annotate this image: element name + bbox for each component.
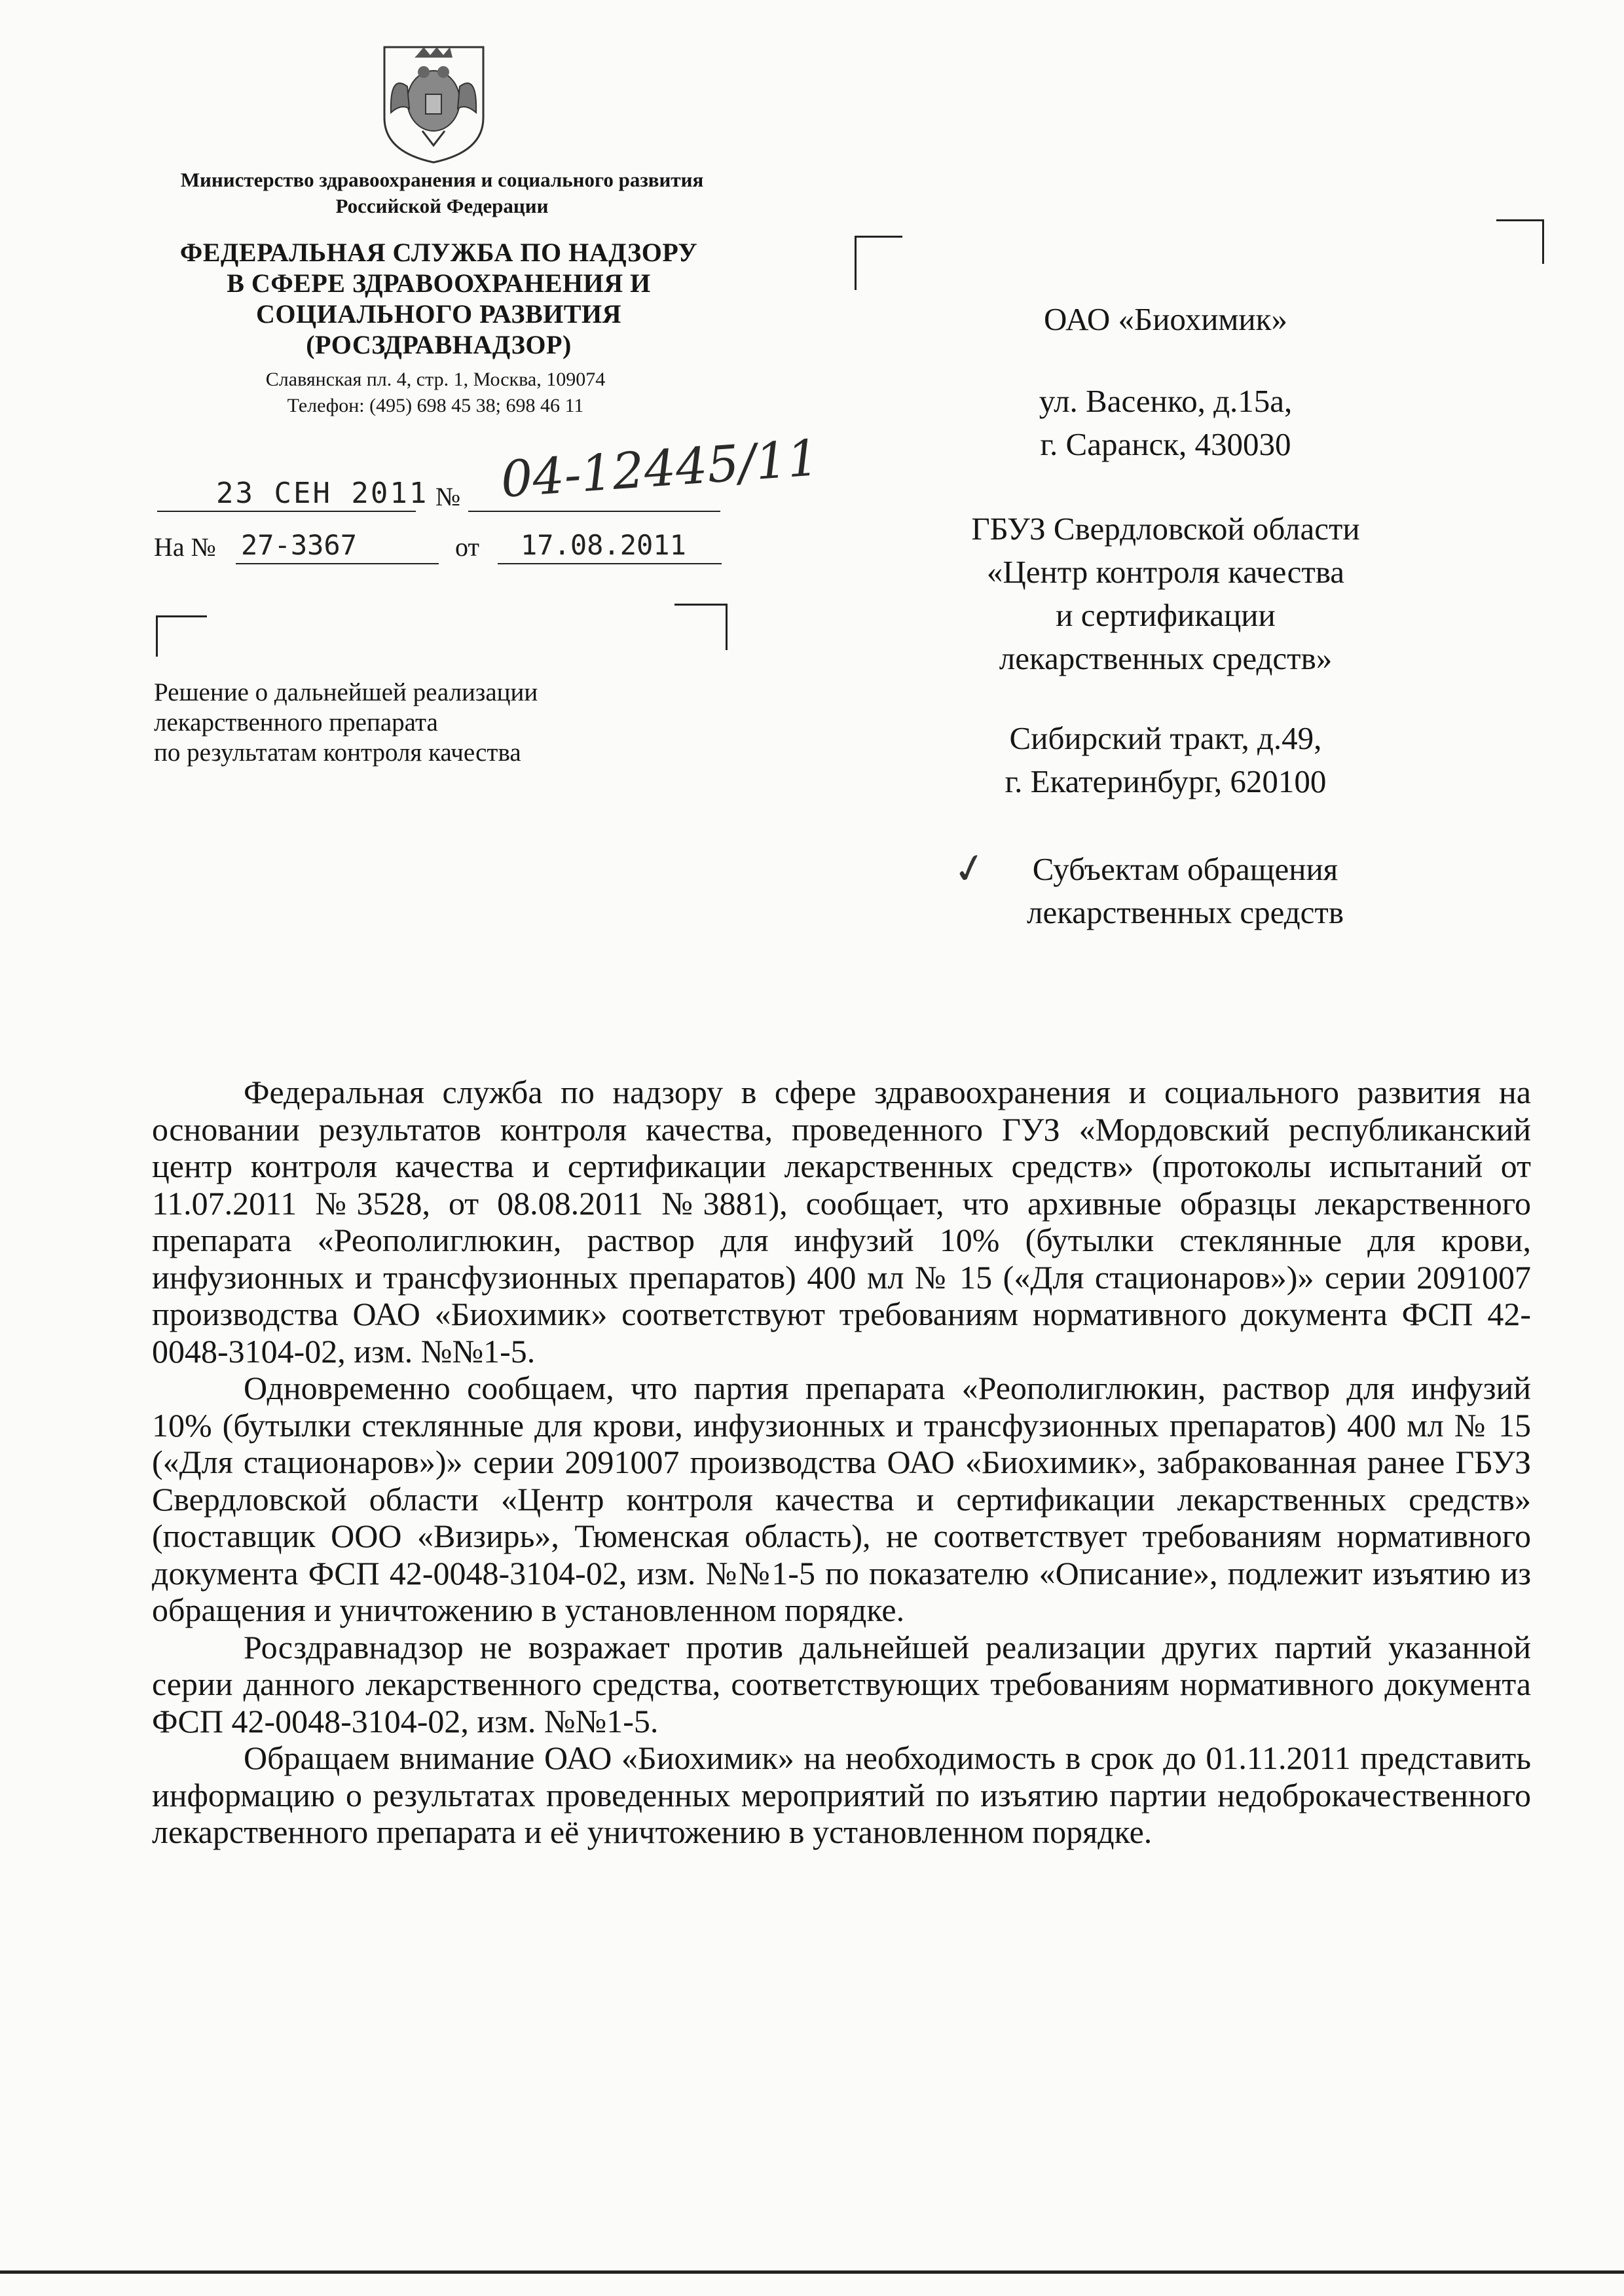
letter-subject xyxy=(154,678,743,768)
recipient-3-line-1: Субъектам обращения xyxy=(1032,851,1338,887)
ministry-name: Министерство здравоохранения и социального развития Российской Федерации xyxy=(180,168,704,217)
subject-line-2: лекарственного препарата xyxy=(154,708,438,737)
registration-number: 04-12445/11 xyxy=(498,428,821,509)
service-line-2: В СФЕРЕ ЗДРАВООХРАНЕНИЯ И xyxy=(227,268,651,298)
reference-label: На № xyxy=(154,532,216,562)
registration-date: 23 СЕН 2011 xyxy=(216,477,429,510)
emblem-icon xyxy=(377,41,491,165)
sender-address: Славянская пл. 4, стр. 1, Москва, 109074 xyxy=(265,369,606,390)
sender-phone: Телефон: (495) 698 45 38; 698 46 11 xyxy=(287,395,584,416)
subject-bracket-right xyxy=(674,604,728,650)
reference-from-label: от xyxy=(455,532,479,562)
recipient-2-street: Сибирский тракт, д.49, xyxy=(1009,720,1322,756)
service-name xyxy=(151,237,727,360)
recipient-2-address xyxy=(838,717,1493,803)
reference-date: 17.08.2011 xyxy=(521,529,686,561)
registration-number-label: № xyxy=(435,482,461,511)
recipient-1-street: ул. Васенко, д.15а, xyxy=(1039,383,1293,419)
reference-date-line xyxy=(498,563,722,564)
recipient-1-city: г. Саранск, 430030 xyxy=(1040,426,1291,462)
reference-number-line xyxy=(236,563,439,564)
subject-line-1: Решение о дальнейшей реализации xyxy=(154,678,538,706)
recipient-2-line-2: «Центр контроля качества xyxy=(986,554,1345,590)
recipient-1-address xyxy=(838,380,1493,466)
subject-line-3: по результатам контроля качества xyxy=(154,738,521,767)
service-line-1: ФЕДЕРАЛЬНАЯ СЛУЖБА ПО НАДЗОРУ xyxy=(179,238,698,267)
letter-body xyxy=(152,1074,1531,1851)
recipient-2-city: г. Екатеринбург, 620100 xyxy=(1005,763,1327,799)
recipient-2-line-4: лекарственных средств» xyxy=(999,640,1333,676)
body-paragraph-3: Росздравнадзор не возражает против дальнейшей реализации других партий указанной серии данного лекарственного средства, соответствующих требованиям нормативного документа ФСП 42-0048-3104-02, изм. №№1-5. xyxy=(152,1628,1531,1740)
service-line-3: СОЦИАЛЬНОГО РАЗВИТИЯ xyxy=(256,299,621,329)
recipient-2-line-1: ГБУЗ Свердловской области xyxy=(971,511,1360,547)
body-paragraph-1: Федеральная служба по надзору в сфере здравоохранения и социального развития на основании результатов контроля качества, проведенного ГУЗ «Мордовский республиканский центр контроля качества и сертификации лекарственных средств» (протоколы испытаний от 11.07.2011 №3528, от 08.08.2011 №3881), сообщает, что архивные образцы лекарственного препарата «Реополиглюкин, раствор для инфузий 10% (бутылки стеклянные для крови, инфузионных и трансфузионных препаратов) 400 мл № 15 («Для стационаров»)» серии 2091007 производства ОАО «Биохимик» соответствуют требованиям нормативного документа ФСП 42-0048-3104-02, изм. №№1-5. xyxy=(152,1074,1531,1370)
registration-date-line xyxy=(157,511,416,512)
recipient-bracket-right xyxy=(1496,219,1544,264)
recipient-2-line-3: и сертификации xyxy=(1056,597,1276,633)
recipient-3-checkmark: ✓ xyxy=(948,841,991,896)
service-line-4: (РОСЗДРАВНАДЗОР) xyxy=(306,330,572,359)
recipient-3-name xyxy=(858,848,1513,934)
recipient-bracket-left xyxy=(855,236,902,290)
recipient-2-name xyxy=(838,507,1493,680)
registration-number-line xyxy=(468,511,720,512)
recipient-3-line-2: лекарственных средств xyxy=(1027,894,1344,930)
page-bottom-edge xyxy=(0,2270,1624,2274)
sender-address-block xyxy=(164,367,707,419)
subject-bracket-left xyxy=(156,615,207,657)
reference-number: 27-3367 xyxy=(241,529,358,561)
body-paragraph-2: Одновременно сообщаем, что партия препарата «Реополиглюкин, раствор для инфузий 10% (бутылки стеклянные для крови, инфузионных и трансфузионных препаратов) 400 мл № 15 («Для стационаров»)» серии 2091007 производства ОАО «Биохимик», забракованная ранее ГБУЗ Свердловской области «Центр контроля качества и сертификации лекарственных средств» (поставщик ООО «Визирь», Тюменская область), не соответствует требованиям нормативного документа ФСП 42-0048-3104-02, изм. №№1-5 по показателю «Описание», подлежит изъятию из обращения и уничтожению в установленном порядке. xyxy=(152,1370,1531,1628)
recipient-1-name: ОАО «Биохимик» xyxy=(1044,301,1287,337)
body-paragraph-4: Обращаем внимание ОАО «Биохимик» на необходимость в срок до 01.11.2011 представить информацию о результатах проведенных мероприятий по изъятию партии недоброкачественного лекарственного препарата и её уничтожению в установленном порядке. xyxy=(152,1740,1531,1850)
